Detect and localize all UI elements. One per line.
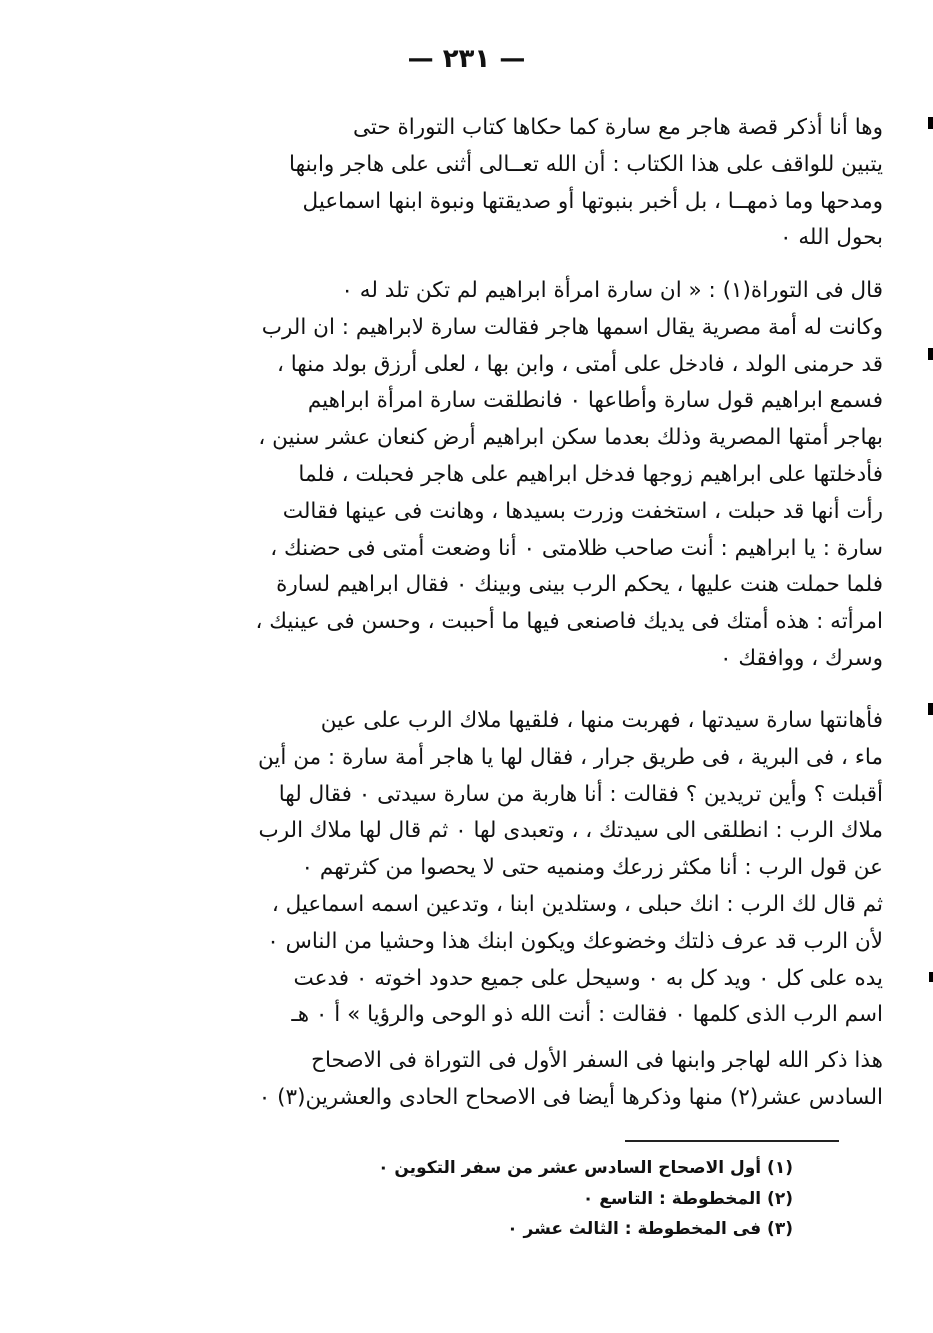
paragraph-4 [163, 1043, 883, 1117]
text-line: اسم الرب الذى كلمها ٠ فقالت : أنت الله ذو الوحى والرؤيا » أ ٠ هـ [291, 1002, 883, 1028]
paragraph-2 [163, 273, 883, 678]
text-line: أقبلت ؟ وأين تريدين ؟ فقالت : أنا هاربة من سارة سيدتى ٠ فقال لها [278, 781, 883, 807]
text-line: فأهانتها سارة سيدتها ، فهربت منها ، فلقيها ملاك الرب على عين [320, 708, 883, 733]
footnote-1: (١) أول الاصحاح السادس عشر من سفر التكوين ٠ [378, 1158, 793, 1178]
footnote-3: (٣) فى المخطوطة : الثالث عشر ٠ [507, 1219, 793, 1239]
footnote-2: (٢) المخطوطة : التاسع ٠ [582, 1188, 793, 1209]
text-line: قد حرمنى الولد ، فادخل على أمتى ، وابن بها ، لعلى أرزق بولد منها ، [276, 351, 883, 377]
text-line: ثم قال لك الرب : انك حبلى ، وستلدين ابنا ، وتدعين اسمه اسماعيل ، [271, 891, 883, 917]
scan-edge-mark [928, 348, 933, 360]
text-line: بهاجر أمتها المصرية وذلك بعدما سكن ابراهيم أرض كنعان عشر سنين ، [258, 425, 883, 451]
text-line: يتبين للواقف على هذا الكتاب : أن الله تعــالى أثنى على هاجر وابنها [289, 151, 883, 177]
text-line: هذا ذكر الله لهاجر وابنها فى السفر الأول فى التوراة فى الاصحاح [311, 1048, 883, 1073]
text-line: ماء ، فى البرية ، فى طريق جرار ، فقال لها يا هاجر أمة سارة : من أين [258, 744, 883, 770]
text-line: وها أنا أذكر قصة هاجر مع سارة كما حكاها كتاب التوراة حتى [352, 115, 883, 140]
text-line: قال فى التوراة(١) : « ان سارة امرأة ابراهيم لم تكن تلد له ٠ [341, 278, 883, 303]
paragraph-3 [163, 703, 883, 1034]
text-line: ملاك الرب : انطلقى الى سيدتك ، ، وتعبدى لها ٠ ثم قال لها ملاك الرب [258, 818, 883, 844]
text-line: يده على كل ٠ ويد كل به ٠ وسيحل على جميع حدود اخوته ٠ فدعت [293, 965, 883, 991]
text-line: فلما حملت هنت عليها ، يحكم الرب بينى وبينك ٠ فقال ابراهيم لسارة [276, 572, 883, 598]
scan-edge-mark [929, 972, 933, 982]
text-line: فسمع ابراهيم قول سارة وأطاعها ٠ فانطلقت سارة امرأة ابراهيم [307, 388, 883, 414]
scan-edge-mark [928, 703, 933, 715]
text-line: سارة : يا ابراهيم : أنت صاحب ظلامتى ٠ أنا وضعت أمتى فى حضنك ، [270, 535, 883, 561]
text-line: ومدحها وما ذمهــا ، بل أخبر بنبوتها أو صديقتها ونبوة ابنها اسماعيل [302, 188, 883, 214]
footnote-divider [625, 1140, 839, 1142]
text-line: رأت أنها قد حبلت ، استخفت وزرت بسيدها ، وهانت فى عينها فقالت [282, 498, 883, 524]
text-line: السادس عشر(٢) منها وذكرها أيضا فى الاصحاح الحادى والعشرين(٣) ٠ [258, 1084, 883, 1110]
text-line: امرأته : هذه أمتك فى يديك فاصنعى فيها ما أحببت ، وحسن فى عينيك ، [255, 609, 883, 635]
page-number: — ٢٣١ — [407, 44, 526, 74]
paragraph-1 [163, 110, 883, 257]
text-line: لأن الرب قد عرف ذلتك وخضوعك ويكون ابنك هذا وحشيا من الناس ٠ [267, 928, 883, 954]
scan-edge-mark [928, 117, 933, 129]
text-line: عن قول الرب : أنا مكثر زرعك ومنميه حتى لا يحصوا من كثرتهم ٠ [301, 855, 883, 881]
text-line: وكانت له أمة مصرية يقال اسمها هاجر فقالت سارة لابراهيم : ان الرب [261, 314, 883, 340]
footnotes [273, 1153, 793, 1245]
text-line: بحول الله ٠ [780, 225, 883, 251]
text-line: وسرك ، ووافقك ٠ [720, 645, 883, 671]
text-line: فأدخلتها على ابراهيم زوجها فدخل ابراهيم على هاجر فحبلت ، فلما [298, 461, 883, 487]
